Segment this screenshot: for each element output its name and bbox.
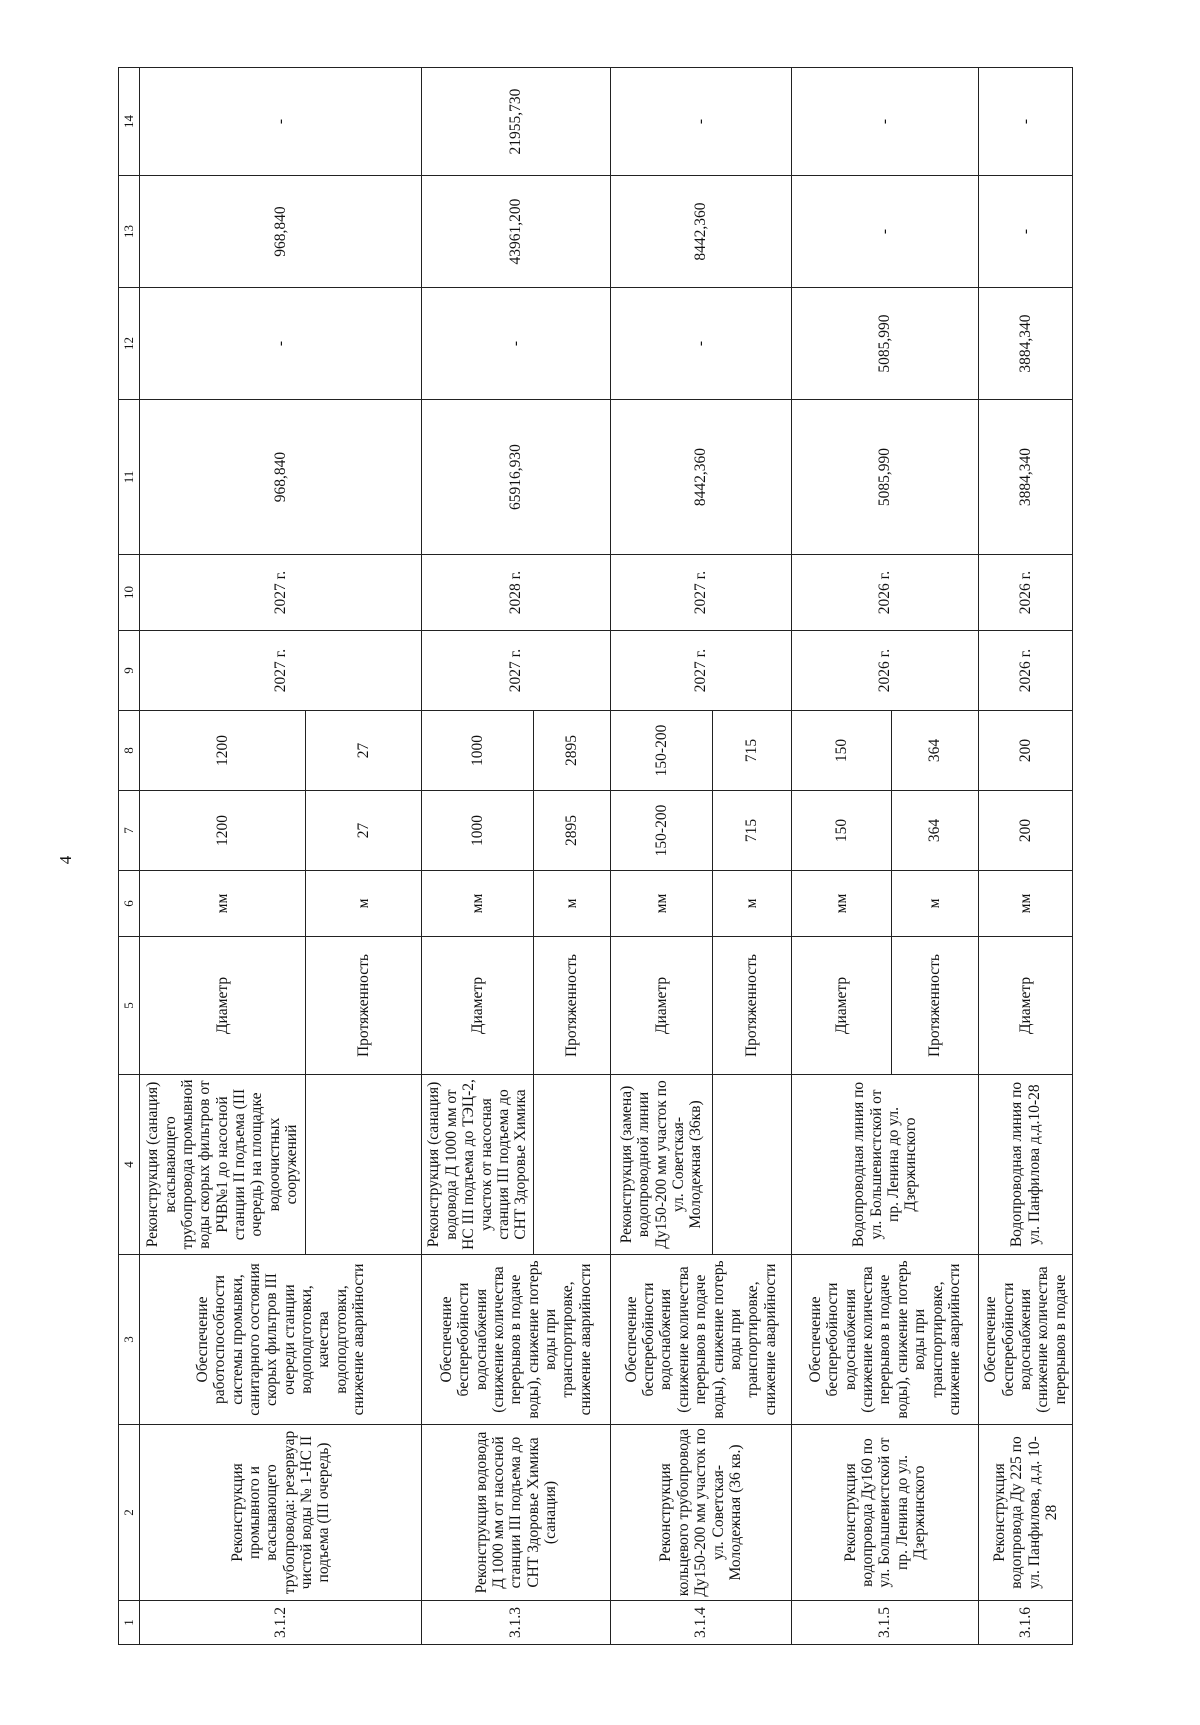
value-after: 364 [891, 711, 978, 791]
value-after: 150-200 [610, 711, 712, 791]
cost-2027: - [979, 176, 1073, 288]
row-number: 3.1.2 [140, 1601, 422, 1645]
end-year: 2027 г. [610, 555, 791, 631]
param-unit: м [891, 871, 978, 937]
col-header: 12 [119, 288, 140, 400]
param-name: Диаметр [610, 937, 712, 1075]
col-header: 11 [119, 400, 140, 555]
value-after: 1200 [140, 711, 306, 791]
table-row [791, 68, 891, 1645]
project-name: Реконструкция водопровода Ду160 по ул. Большевистской от пр. Ленина до ул. Дзержинского [791, 1425, 978, 1601]
param-name: Диаметр [422, 937, 534, 1075]
total-cost: 5085,990 [791, 400, 978, 555]
end-year: 2027 г. [140, 555, 422, 631]
cost-2026: - [422, 288, 611, 400]
rotated-table-wrapper [118, 68, 1073, 1645]
value-after: 27 [305, 711, 422, 791]
col-header: 8 [119, 711, 140, 791]
cost-2027: - [791, 176, 978, 288]
column-number-row [119, 68, 140, 1645]
value-after: 2895 [533, 711, 610, 791]
object-description: Реконструкция (замена) водопроводной линии Ду150-200 мм участок по ул. Советская-Молодежная (36кв) [610, 1075, 712, 1255]
start-year: 2026 г. [979, 631, 1073, 711]
param-name: Диаметр [791, 937, 891, 1075]
project-goal: Обеспечение бесперебойности водоснабжения (снижение количества перерывов в подаче воды), снижение потерь воды при транспортировке, снижение аварийности [610, 1255, 791, 1425]
object-description-empty [305, 1075, 422, 1255]
value-before: 1200 [140, 791, 306, 871]
param-unit: мм [610, 871, 712, 937]
param-name: Протяженность [891, 937, 978, 1075]
object-description: Реконструкция (санация) водовода Д 1000 мм от НС III подъема до ТЭЦ-2, участок от насосная станция III подъема до СНТ Здоровье Химика [422, 1075, 534, 1255]
param-name: Протяженность [712, 937, 791, 1075]
col-header: 13 [119, 176, 140, 288]
table-row [140, 68, 306, 1645]
object-description-empty [712, 1075, 791, 1255]
cost-2028: 21955,730 [422, 68, 611, 176]
param-name: Диаметр [979, 937, 1073, 1075]
start-year: 2027 г. [610, 631, 791, 711]
param-unit: м [305, 871, 422, 937]
project-name: Реконструкция кольцевого трубопровода Ду150-200 мм участок по ул. Советская-Молодежная (36 кв.) [610, 1425, 791, 1601]
value-after: 715 [712, 711, 791, 791]
col-header: 6 [119, 871, 140, 937]
param-name: Диаметр [140, 937, 306, 1075]
object-description-empty [533, 1075, 610, 1255]
total-cost: 8442,360 [610, 400, 791, 555]
value-before: 150 [791, 791, 891, 871]
cost-2026: - [610, 288, 791, 400]
param-name: Протяженность [533, 937, 610, 1075]
col-header: 5 [119, 937, 140, 1075]
object-description: Реконструкция (санация) всасывающего трубопровода промывной воды скорых фильтров от РЧВ№1 до насосной станции II подъема (III очередь) на площадке водоочистных сооружений [140, 1075, 306, 1255]
table-row [610, 68, 712, 1645]
row-number: 3.1.6 [979, 1601, 1073, 1645]
object-description: Водопроводная линия по ул. Панфилова д.д.10-28 [979, 1075, 1073, 1255]
col-header: 7 [119, 791, 140, 871]
investment-program-table [118, 67, 1073, 1645]
col-header: 9 [119, 631, 140, 711]
total-cost: 65916,930 [422, 400, 611, 555]
col-header: 4 [119, 1075, 140, 1255]
row-number: 3.1.3 [422, 1601, 611, 1645]
param-unit: мм [791, 871, 891, 937]
end-year: 2028 г. [422, 555, 611, 631]
value-after: 1000 [422, 711, 534, 791]
cost-2026: - [140, 288, 422, 400]
page-number: 4 [56, 855, 75, 865]
cost-2028: - [610, 68, 791, 176]
value-after: 200 [979, 711, 1073, 791]
value-before: 364 [891, 791, 978, 871]
col-header: 14 [119, 68, 140, 176]
cost-2026: 5085,990 [791, 288, 978, 400]
cost-2028: - [140, 68, 422, 176]
value-before: 27 [305, 791, 422, 871]
project-goal: Обеспечение бесперебойности водоснабжения (снижение количества перерывов в подаче [979, 1255, 1073, 1425]
value-after: 150 [791, 711, 891, 791]
param-unit: мм [140, 871, 306, 937]
start-year: 2026 г. [791, 631, 978, 711]
param-unit: мм [422, 871, 534, 937]
row-number: 3.1.4 [610, 1601, 791, 1645]
value-before: 150-200 [610, 791, 712, 871]
cost-2027: 968,840 [140, 176, 422, 288]
cost-2028: - [979, 68, 1073, 176]
project-name: Реконструкция промывного и всасывающего трубопровода: резервуар чистой воды № 1-НС II подъема (III очередь) [140, 1425, 422, 1601]
param-name: Протяженность [305, 937, 422, 1075]
col-header: 1 [119, 1601, 140, 1645]
end-year: 2026 г. [791, 555, 978, 631]
project-name: Реконструкция водовода Д 1000 мм от насосной станции III подъема до СНТ Здоровье Химика (санация) [422, 1425, 611, 1601]
value-before: 715 [712, 791, 791, 871]
table-row [979, 68, 1073, 1645]
project-goal: Обеспечение работоспособности системы промывки, санитарного состояния скорых фильтров III очереди станции водоподготовки, качества водоподготовки, снижение аварийности [140, 1255, 422, 1425]
col-header: 3 [119, 1255, 140, 1425]
param-unit: м [533, 871, 610, 937]
end-year: 2026 г. [979, 555, 1073, 631]
row-number: 3.1.5 [791, 1601, 978, 1645]
project-goal: Обеспечение бесперебойности водоснабжения (снижение количества перерывов в подаче воды), снижение потерь воды при транспортировке, снижение аварийности [791, 1255, 978, 1425]
cost-2028: - [791, 68, 978, 176]
param-unit: м [712, 871, 791, 937]
value-before: 2895 [533, 791, 610, 871]
param-unit: мм [979, 871, 1073, 937]
total-cost: 968,840 [140, 400, 422, 555]
start-year: 2027 г. [140, 631, 422, 711]
total-cost: 3884,340 [979, 400, 1073, 555]
cost-2027: 8442,360 [610, 176, 791, 288]
object-description: Водопроводная линия по ул. Большевистской от пр. Ленина до ул. Дзержинского [791, 1075, 978, 1255]
cost-2026: 3884,340 [979, 288, 1073, 400]
project-name: Реконструкция водопровода Ду 225 по ул. Панфилова, д.д. 10- 28 [979, 1425, 1073, 1601]
project-goal: Обеспечение бесперебойности водоснабжения (снижение количества перерывов в подаче воды), снижение потерь воды при транспортировке, снижение аварийности [422, 1255, 611, 1425]
col-header: 10 [119, 555, 140, 631]
cost-2027: 43961,200 [422, 176, 611, 288]
start-year: 2027 г. [422, 631, 611, 711]
value-before: 200 [979, 791, 1073, 871]
table-row [422, 68, 534, 1645]
value-before: 1000 [422, 791, 534, 871]
col-header: 2 [119, 1425, 140, 1601]
